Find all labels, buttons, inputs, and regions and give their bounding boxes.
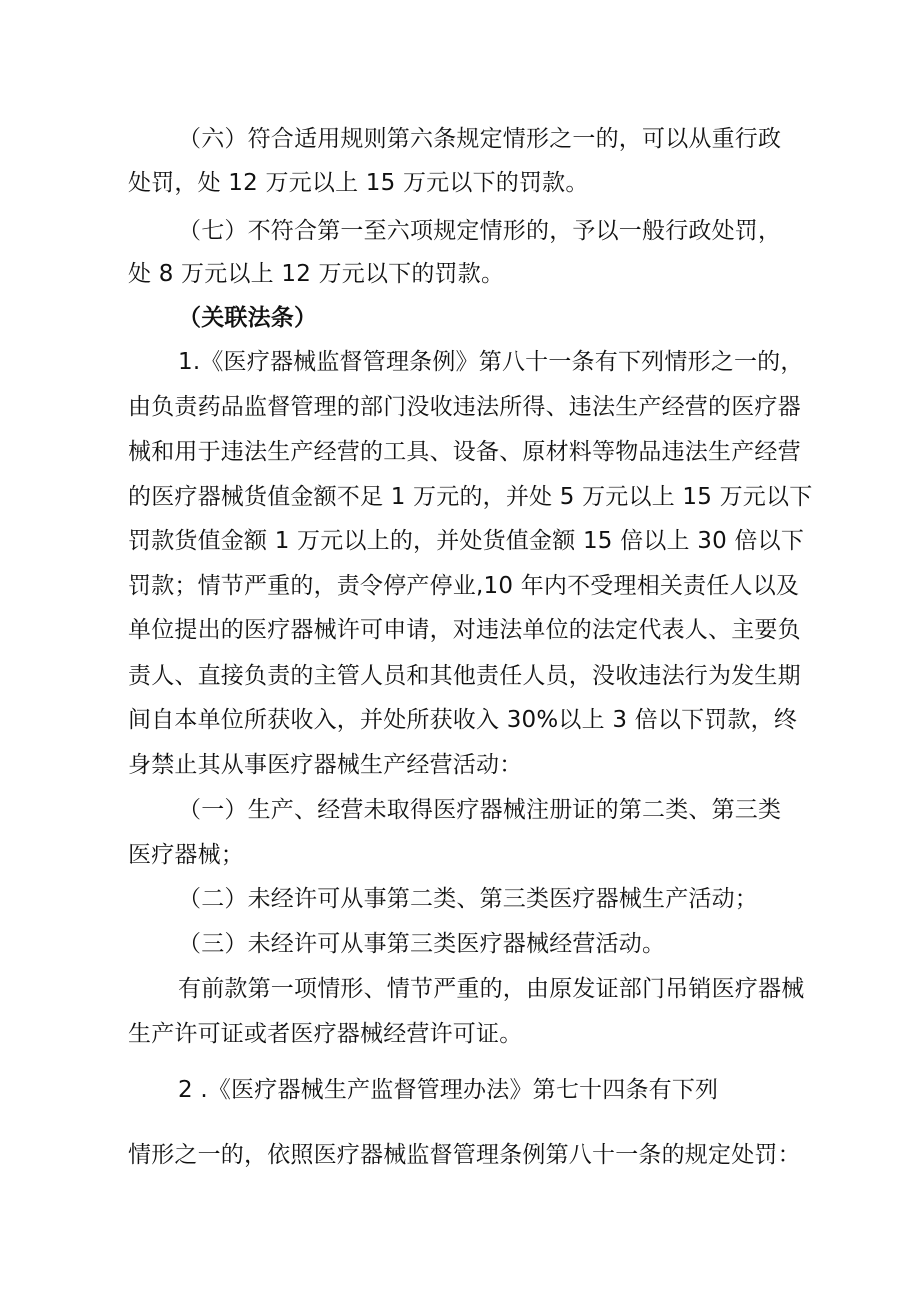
paragraph-line: 处 8 万元以上 12 万元以下的罚款。: [128, 261, 505, 287]
paragraph-line: 罚款货值金额 1 万元以上的，并处货值金额 15 倍以上 30 倍以下: [128, 528, 805, 554]
paragraph-line: 有前款第一项情形、情节严重的，由原发证部门吊销医疗器械: [178, 976, 805, 1002]
paragraph-line: 处罚，处 12 万元以上 15 万元以下的罚款。: [128, 170, 589, 196]
paragraph-line: 生产许可证或者医疗器械经营许可证。: [128, 1021, 523, 1047]
paragraph-line: （六）符合适用规则第六条规定情形之一的，可以从重行政: [178, 126, 782, 152]
paragraph-line: 械和用于违法生产经营的工具、设备、原材料等物品违法生产经营: [128, 439, 801, 465]
paragraph-line: （一）生产、经营未取得医疗器械注册证的第二类、第三类: [178, 797, 782, 823]
paragraph-line: （二）未经许可从事第二类、第三类医疗器械生产活动；: [178, 886, 758, 912]
paragraph-line: （七）不符合第一至六项规定情形的，予以一般行政处罚，: [178, 218, 782, 244]
section-heading: （关联法条）: [178, 305, 318, 331]
paragraph-line: 的医疗器械货值金额不足 1 万元的，并处 5 万元以上 15 万元以下: [128, 484, 813, 510]
paragraph-line: 身禁止其从事医疗器械生产经营活动：: [128, 752, 523, 778]
paragraph-line: 罚款；情节严重的，责令停产停业,10 年内不受理相关责任人以及: [128, 573, 800, 599]
paragraph-line: 责人、直接负责的主管人员和其他责任人员，没收违法行为发生期: [128, 663, 801, 689]
paragraph-line: 情形之一的，依照医疗器械监督管理条例第八十一条的规定处罚：: [128, 1142, 801, 1168]
paragraph-line: 间自本单位所获收入，并处所获收入 30%以上 3 倍以下罚款，终: [128, 707, 798, 733]
paragraph-line: 1.《医疗器械监督管理条例》第八十一条有下列情形之一的，: [178, 349, 804, 375]
paragraph-line: 2 .《医疗器械生产监督管理办法》第七十四条有下列: [178, 1077, 719, 1103]
paragraph-line: 由负责药品监督管理的部门没收违法所得、违法生产经营的医疗器: [128, 394, 801, 420]
paragraph-line: 医疗器械；: [128, 842, 244, 868]
paragraph-line: 单位提出的医疗器械许可申请，对违法单位的法定代表人、主要负: [128, 617, 801, 643]
paragraph-line: （三）未经许可从事第三类医疗器械经营活动。: [178, 931, 666, 957]
